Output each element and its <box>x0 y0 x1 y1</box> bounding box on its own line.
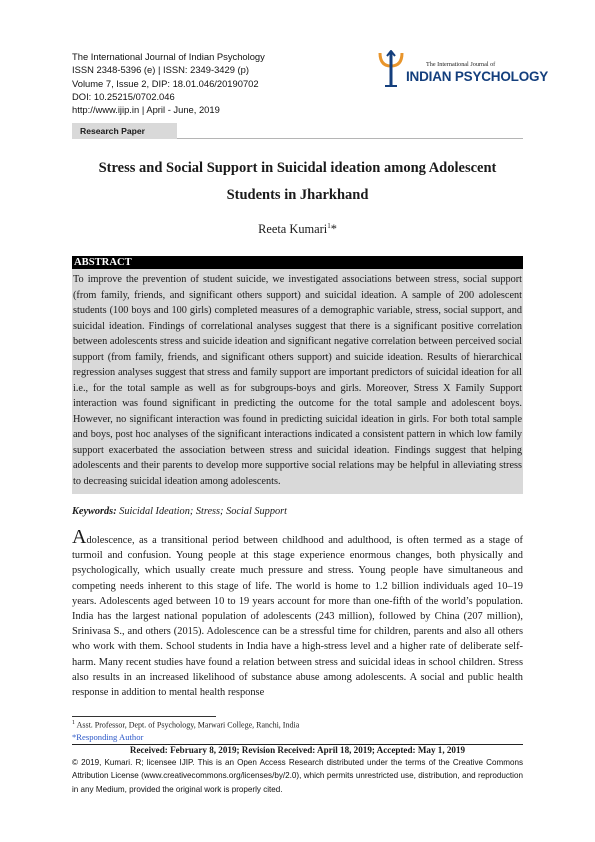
journal-name: The International Journal of Indian Psychology <box>72 51 265 62</box>
body-text: dolescence, as a transitional period between childhood and adulthood, is often termed as a stage of turmoil and confusion. Young people at this stage experience enormous changes, both physically and psychologically, which usually create much pressure and stress. Young people have simultaneous and competing needs inherent to this stage of life. The world is home to 1.2 billion individuals aged 10–19 years. Adolescents aged between 10 to 19 years account for more than one-fifth of the world’s population. India has the largest national population of adolescents (243 million), followed by China (207 million), Srinivasa S., and others (2015). Adolescence can be a stressful time for children, parents and also all others who work with them. School students in India have a high-stress level and a higher rate of deliberate self-harm. Many recent studies have found a relation between stress and suicidal ideas in school children. Stress also results in an increased likelihood of substance abuse among adolescents. A social and public health response in addition to mental health response <box>72 535 523 699</box>
footnote-rule <box>72 716 216 717</box>
footnote-marker: 1 <box>72 720 75 726</box>
received-dates: Received: February 8, 2019; Revision Received: April 18, 2019; Accepted: May 1, 2019 <box>129 745 466 755</box>
journal-volume: Volume 7, Issue 2, DIP: 18.01.046/20190702 <box>72 77 259 89</box>
keywords-label: Keywords: <box>72 506 117 517</box>
paper-title: Stress and Social Support in Suicidal ideation among Adolescent Students in Jharkhand <box>98 160 497 203</box>
logo-big-text: INDIAN PSYCHOLOGY <box>406 69 549 84</box>
affiliation-text: Asst. Professor, Dept. of Psychology, Marwari College, Ranchi, India <box>76 720 300 730</box>
abstract-heading: ABSTRACT <box>72 256 523 269</box>
author-asterisk: * <box>330 222 337 237</box>
license-text: © 2019, Kumari. R; licensee IJIP. This is an Open Access Research distributed under the terms of the Creative Commons Attribution License (www.creativecommons.org/licenses/by/2.0), which permits unrestricted use, distribution, and reproduction in any Medium, provided the original work is properly cited. <box>72 758 523 794</box>
journal-website: http://www.ijip.in | April - June, 2019 <box>72 104 220 116</box>
footnote-affiliation <box>72 720 523 730</box>
logo-small-text: The International Journal of <box>426 61 496 68</box>
trident-logo-icon <box>376 50 406 88</box>
journal-doi: DOI: 10.25215/0702.046 <box>72 90 175 102</box>
author-marker: 1 <box>327 222 331 230</box>
keywords-line <box>72 506 523 517</box>
keywords-text: Suicidal Ideation; Stress; Social Support <box>119 506 287 517</box>
author-name: Reeta Kumari <box>258 222 328 237</box>
journal-logo <box>376 50 549 88</box>
abstract-text: To improve the prevention of student suicide, we investigated associations between stress, social support (from family, friends, and significant others support) and suicidal ideation. A sample of 200 adolescent students (100 boys and 100 girls) completed measures of a demographic variable, stress, social support, and suicidal ideation. Findings of correlational analyses suggest that there is a significant positive correlation between adolescents stress and suicide ideation and significant negative correlation between perceived social support (from family, friends, and significant others support) and suicide ideation. Results of hierarchical regression analyses suggest that stress and family support are important predictors of suicidal ideation for all i.e., for the total sample as well as for subgroups-boys and girls. Moreover, Stress X Family Support interaction was found significant in predicting the outcome for the total sample and adolescent boys. However, no significant interaction was found in predicting suicidal ideation in girls. For both total sample and boys, post hoc analyses of the significant interactions indicated a consistent pattern in which low family support exacerbated the association between stress and suicidal ideation. Findings suggest that helping adolescents and their parents to develop more supportive social relations may be helpful in alleviating stress to decreasing suicidal ideation among adolescents. <box>72 269 523 494</box>
research-paper-tab: Research Paper <box>72 123 177 139</box>
dropcap-letter: A <box>72 526 87 548</box>
author-line <box>0 222 595 237</box>
responding-author-link[interactable]: *Responding Author <box>72 732 144 742</box>
body-paragraph <box>72 526 523 700</box>
journal-meta <box>72 50 392 116</box>
journal-issn: ISSN 2348-5396 (e) | ISSN: 2349-3429 (p) <box>72 64 250 76</box>
section-tab-bar <box>72 123 523 139</box>
